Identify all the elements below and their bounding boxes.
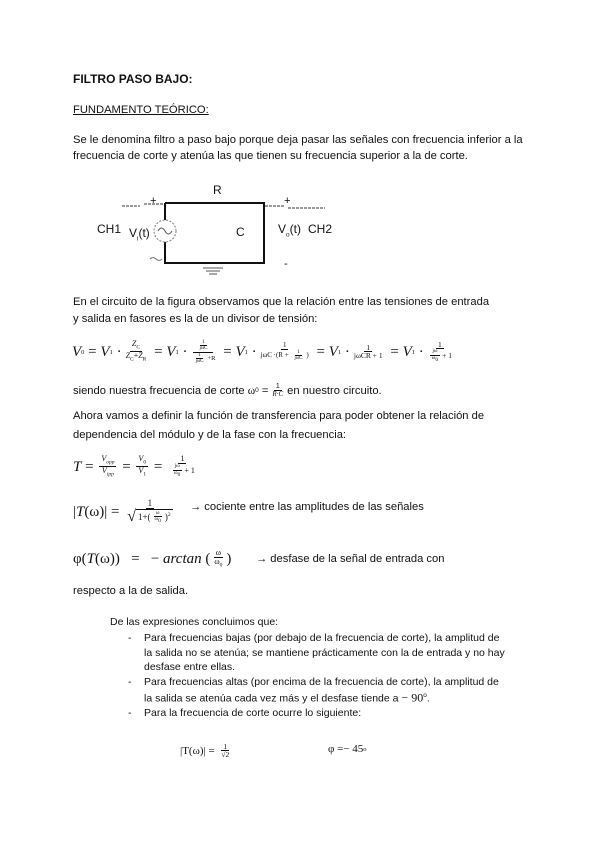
page-title: FILTRO PASO BAJO: bbox=[73, 72, 193, 86]
transfer-function-equation: T = $\frac{V_{opp}}{V_{ipp}}$ = $\frac{V_0}{V_1}$ = 1 $\frac{j\omega}{\omega_0}$ + 1 bbox=[73, 454, 195, 478]
intro-line-2: frecuencia de corte y atenúa las que tienen su frecuencia superior a la de corte. bbox=[73, 150, 468, 162]
ch2-probe-lead bbox=[265, 206, 325, 208]
circuit-loop bbox=[165, 203, 264, 263]
ch2-label: CH2 bbox=[308, 222, 333, 236]
phase-note: → desfase de la señal de entrada con bbox=[256, 553, 445, 565]
cutoff-modulus-expression: |T(ω)| = $\frac{1}{√2}$ bbox=[180, 741, 230, 760]
vo-label: $V_o(t)$ bbox=[278, 222, 301, 239]
para2-line-2: dependencia del módulo y de la fase con la frecuencia: bbox=[73, 429, 347, 441]
list-item: - Para la frecuencia de corte ocurre lo siguiente: bbox=[124, 706, 505, 721]
input-plus-sign: + bbox=[150, 195, 157, 207]
cutoff-phase-expression: φ =− 45 o bbox=[328, 743, 367, 755]
conclusions-list bbox=[124, 631, 505, 721]
intro-line-1: Se le denomina filtro a paso bajo porque deja pasar las señales con frecuencia inferior a la bbox=[73, 134, 523, 146]
conclusions-intro: De las expresiones concluimos que: bbox=[110, 616, 279, 628]
para1-line-1: En el circuito de la figura observamos que la relación entre las tensiones de entrada bbox=[73, 296, 490, 308]
list-item: - Para frecuencias altas (por encima de la frecuencia de corte), la amplitud de la salida se atenúa cada vez más y el desfase tiende $a - 90^o$. bbox=[124, 675, 505, 707]
voltage-divider-equation: V 0 = V 1 · $\frac{Z_C}{Z_C+Z_R}$ = V 1 · $\frac{1}{\text{jωC}}$ $\frac{1}{\text{jωC}}$ +R = V 1 · 1 jωC ·(R + $\frac{1}{\text{jωC}}$ ) = V 1 · $\frac{1}{\text{jωCR + 1}}$ = V 1 · 1 $\frac{j\omega}{\omega_0}$ + 1 bbox=[72, 339, 453, 364]
para2-line-1: Ahora vamos a definir la función de transferencia para poder obtener la relación de bbox=[73, 410, 485, 422]
output-plus-sign: + bbox=[284, 195, 291, 207]
ground-symbol bbox=[203, 268, 223, 274]
output-minus-sign: - bbox=[284, 258, 288, 270]
phase-note-continuation: respecto a la de salida. bbox=[73, 585, 189, 597]
resistor-label: R bbox=[213, 183, 222, 197]
ch1-label: CH1 bbox=[97, 222, 122, 236]
modulus-equation: | T (ω)| = 1 √ 1+( $\frac{\omega}{\omega_0}$ )$^2$ bbox=[73, 497, 171, 525]
capacitor-label: C bbox=[236, 225, 245, 239]
vi-label: $V_i(t)$ bbox=[129, 226, 150, 243]
modulus-note: → cociente entre las amplitudes de las señales bbox=[190, 501, 424, 513]
cutoff-frequency-line: siendo nuestra frecuencia de corte ω 0 = $\frac{1}{R\cdot C}$ en nuestro circuito. bbox=[73, 383, 382, 399]
para1-line-2: y salida en fasores es la de un divisor de tensión: bbox=[73, 313, 318, 325]
ch1-ground-clip bbox=[150, 258, 162, 261]
phase-equation: φ( T (ω)) = − arctan ( $\frac{\omega}{\omega_0}$ ) bbox=[73, 547, 232, 569]
ch1-probe-lead bbox=[122, 204, 166, 206]
list-item: - Para frecuencias bajas (por debajo de la frecuencia de corte), la amplitud de la salida no se atenúa; se mantiene prácticamente con la de entrada y no hay desfase entre ellas. bbox=[124, 631, 505, 675]
section-heading: FUNDAMENTO TEÓRICO: bbox=[73, 104, 209, 116]
